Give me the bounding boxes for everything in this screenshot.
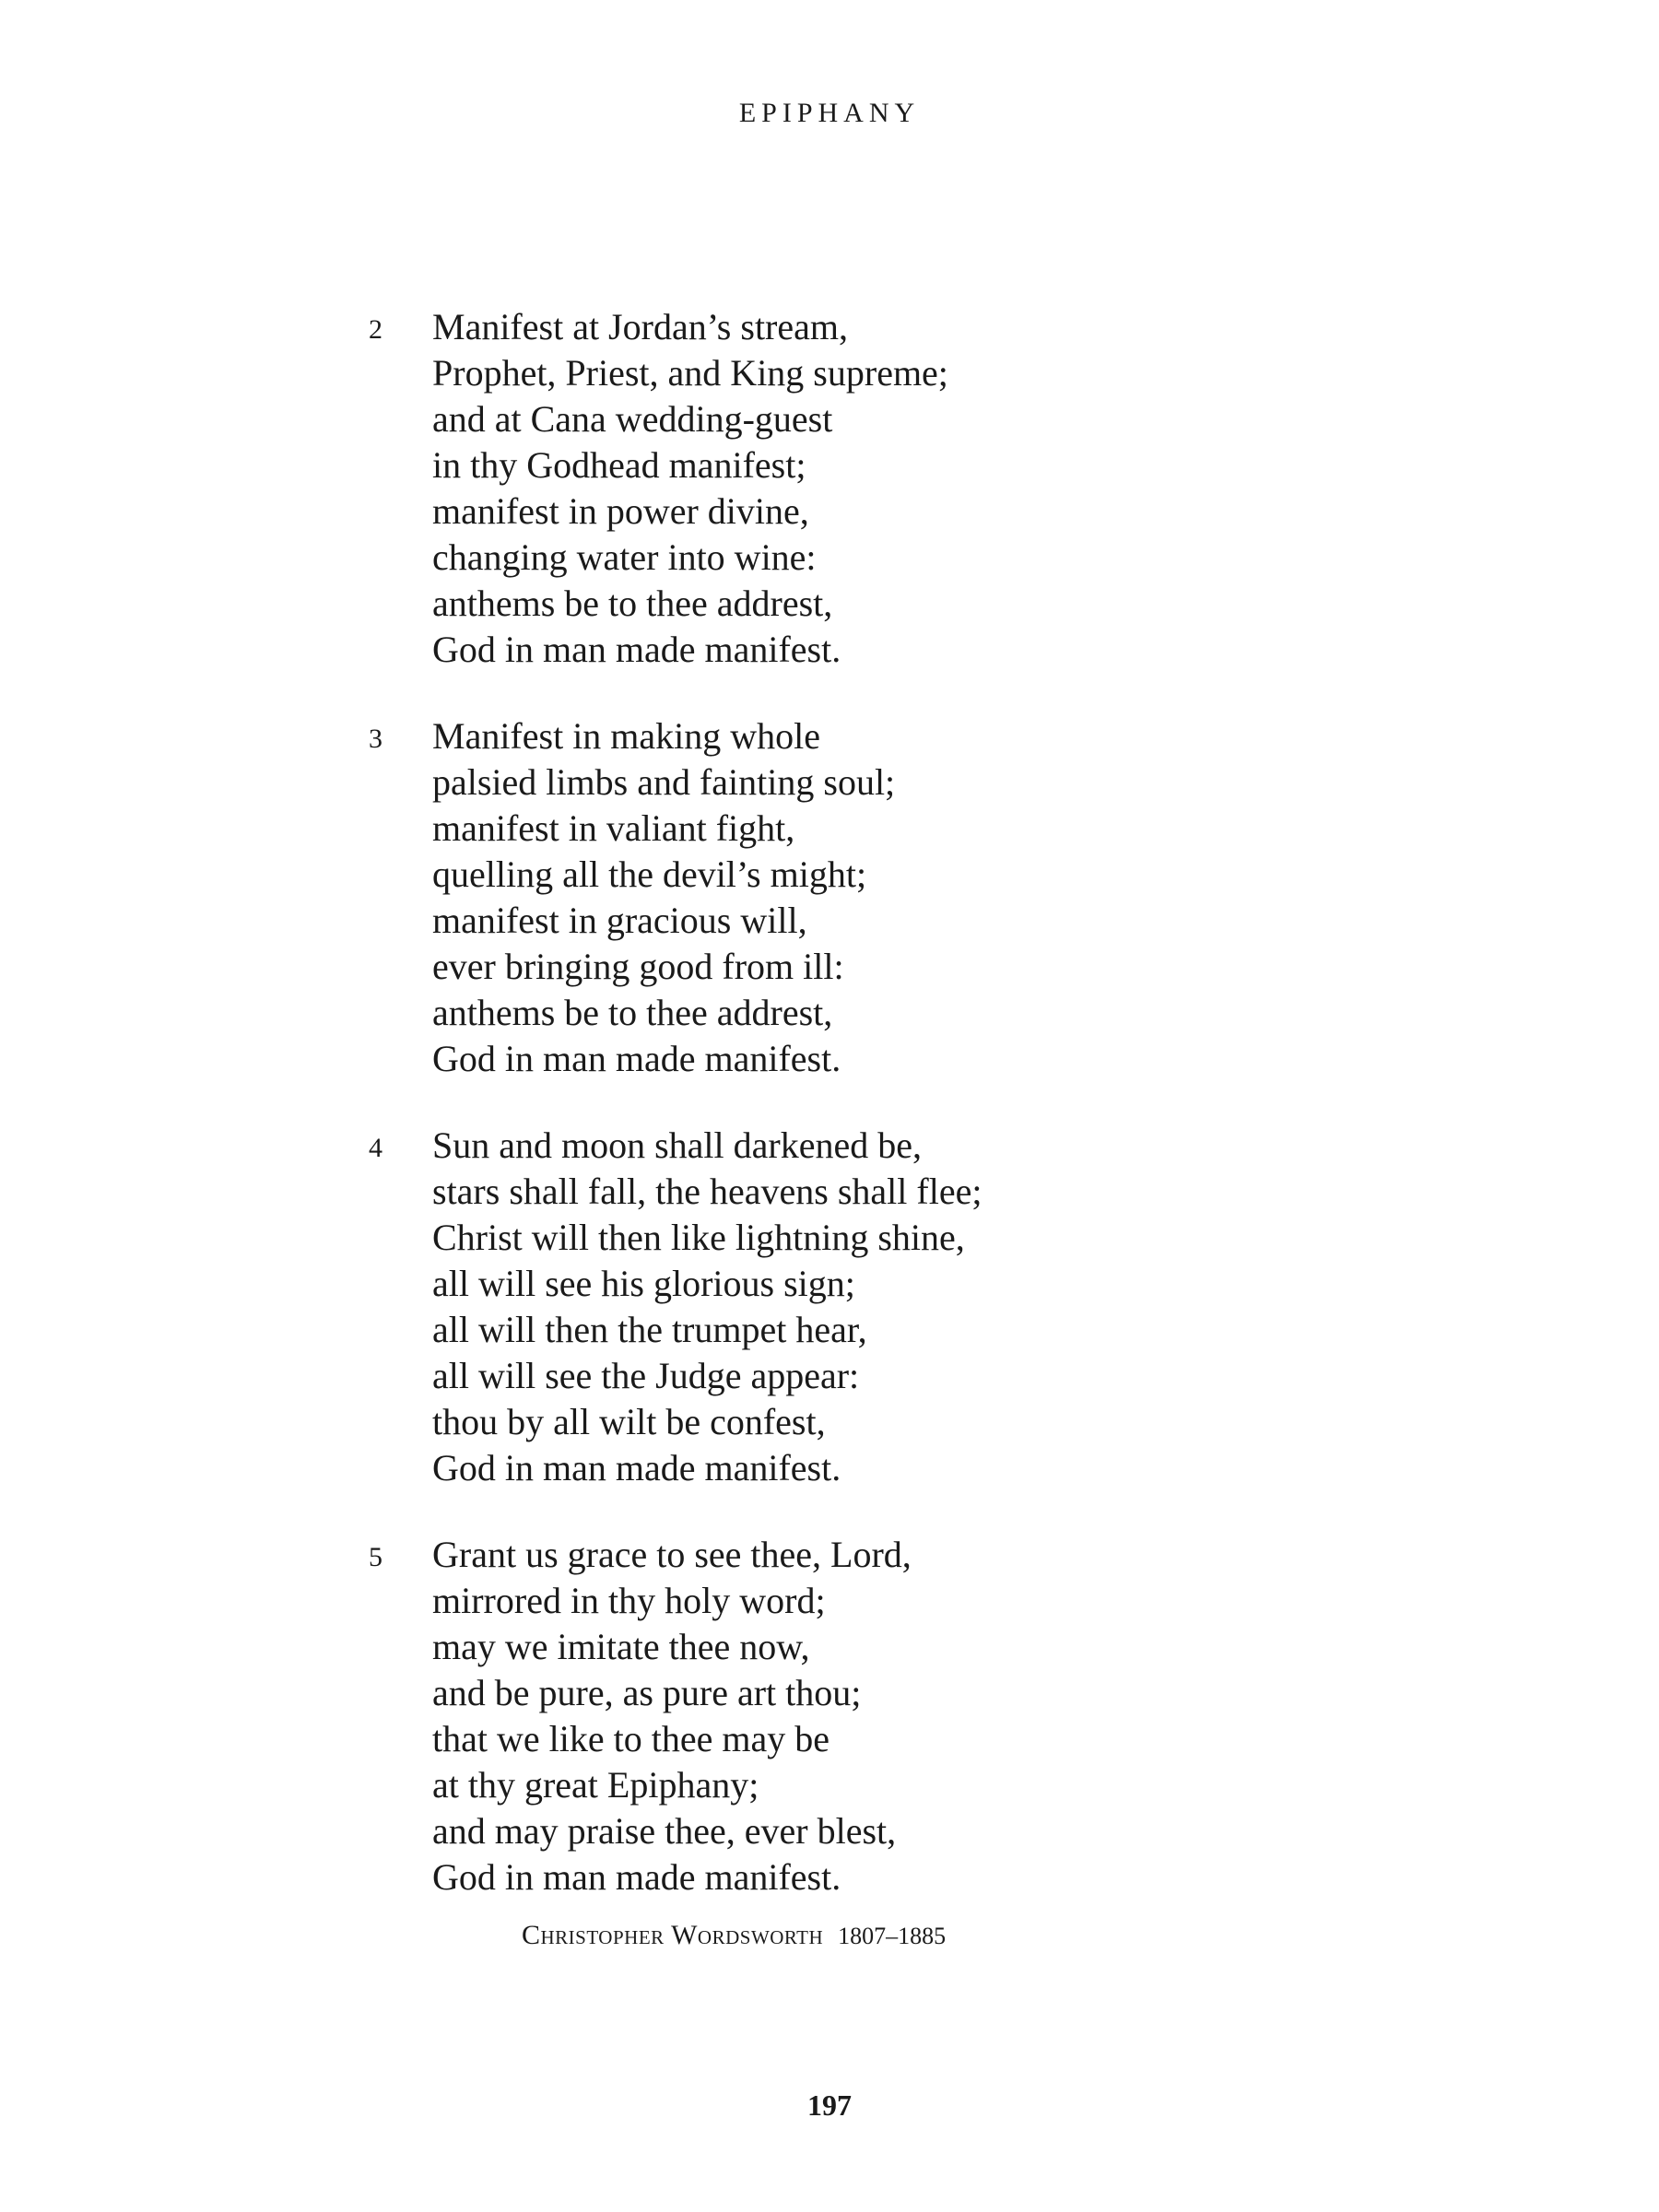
verse-line: all will see his glorious sign; — [432, 1263, 855, 1304]
verse — [369, 304, 1290, 673]
verse-line: palsied limbs and fainting soul; — [432, 761, 896, 803]
verse-line: may we imitate thee now, — [432, 1626, 810, 1667]
verse — [369, 1123, 1290, 1491]
verse-line: God in man made manifest. — [432, 1447, 841, 1488]
running-head: EPIPHANY — [738, 98, 921, 128]
verse-line: Sun and moon shall darkened be, — [432, 1124, 922, 1166]
verse-line: and be pure, as pure art thou; — [432, 1672, 862, 1713]
verse-line: Manifest at Jordan’s stream, — [432, 306, 848, 347]
verse-line: all will then the trumpet hear, — [432, 1309, 867, 1350]
verse-line: all will see the Judge appear: — [432, 1355, 860, 1396]
verse-line: and may praise thee, ever blest, — [432, 1810, 897, 1852]
page-number: 197 — [807, 2088, 852, 2122]
verse-line: and at Cana wedding-guest — [432, 398, 833, 440]
verse-line: stars shall fall, the heavens shall flee; — [432, 1171, 982, 1212]
verse-line: Christ will then like lightning shine, — [432, 1217, 965, 1258]
verse-line: that we like to thee may be — [432, 1718, 830, 1759]
verse-line: in thy Godhead manifest; — [432, 444, 806, 486]
verse-number: 5 — [369, 1542, 382, 1572]
author-dates: 1807–1885 — [838, 1923, 947, 1949]
verse-line: God in man made manifest. — [432, 629, 841, 670]
verse-lines — [432, 713, 1290, 1082]
verse-line: changing water into wine: — [432, 536, 817, 578]
verse-line: Manifest in making whole — [432, 715, 821, 757]
verse-line: ever bringing good from ill: — [432, 946, 844, 987]
verse-lines — [432, 304, 1290, 673]
verse-line: manifest in gracious will, — [432, 900, 807, 941]
verse — [369, 1532, 1290, 1900]
verse-line: God in man made manifest. — [432, 1038, 841, 1079]
verse-line: manifest in valiant fight, — [432, 807, 795, 849]
verse-line: God in man made manifest. — [432, 1856, 841, 1898]
author-attribution — [522, 1917, 946, 1959]
verse-line: anthems be to thee addrest, — [432, 582, 833, 624]
verse-lines — [432, 1532, 1290, 1900]
verse-number: 2 — [369, 314, 382, 345]
verse-lines — [432, 1123, 1290, 1491]
verse-line: Grant us grace to see thee, Lord, — [432, 1534, 912, 1575]
verse-line: quelling all the devil’s might; — [432, 853, 867, 895]
verse-number: 3 — [369, 724, 382, 754]
author-name: Christopher Wordsworth — [522, 1920, 824, 1950]
hymn-text — [369, 304, 1290, 1941]
verse-line: mirrored in thy holy word; — [432, 1580, 826, 1621]
verse-line: manifest in power divine, — [432, 490, 809, 532]
verse-line: at thy great Epiphany; — [432, 1764, 759, 1806]
verse-line: Prophet, Priest, and King supreme; — [432, 352, 948, 394]
verse — [369, 713, 1290, 1082]
verse-line: anthems be to thee addrest, — [432, 992, 833, 1033]
verse-number: 4 — [369, 1133, 382, 1163]
verse-line: thou by all wilt be confest, — [432, 1401, 826, 1442]
